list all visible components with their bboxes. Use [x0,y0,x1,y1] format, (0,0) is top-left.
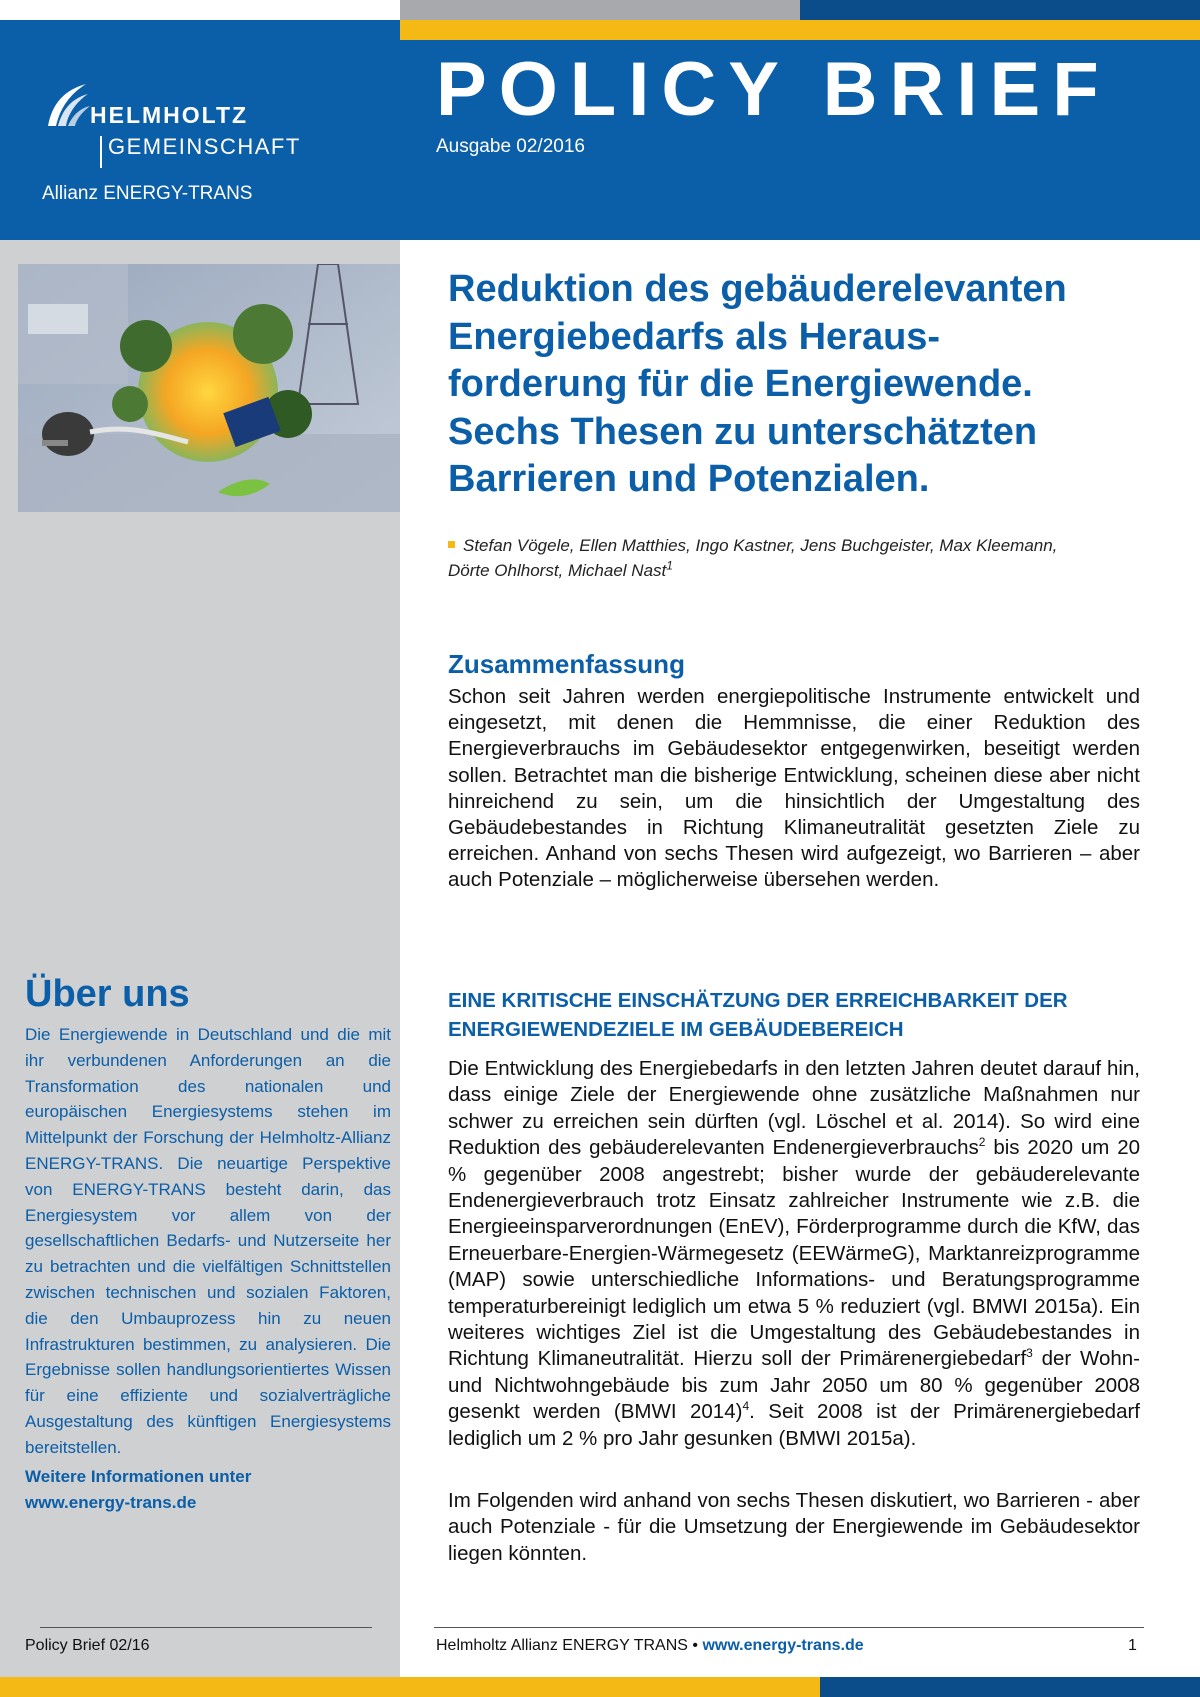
section-heading-line1: EINE KRITISCHE EINSCHÄTZUNG DER ERREICHBARKEIT DER [448,989,1068,1012]
author-bullet-icon [448,541,455,548]
footer-publisher-text: Helmholtz Allianz ENERGY TRANS • [436,1637,703,1654]
p1-part-c: der Wohn- und Nichtwohngebäude bis zum Jahr 2050 um 80 % gegenüber 2008 gesenkt werden (BMWI 2014) [448,1347,1141,1424]
about-heading: Über uns [25,973,190,1015]
about-text: Die Energiewende in Deutschland und die mit ihr verbundenen Anforderungen an die Transformation des nationalen und europäischen Energiesystems stehen im Mittelpunkt der Forschung der Helmholtz-Allianz ENERGY-TRANS. Die neuartige Perspektive von ENERGY-TRANS besteht darin, das Energiesystem vor allem von der gesellschaftlichen Bedarfs- und Nutzerseite her zu betrachten und die vielfältigen Schnittstellen zwischen technischen und sozialen Faktoren, die den Umbauprozess hin zu neuen Infrastrukturen bestimmen, zu analysieren. Die Ergebnisse sollen handlungsorientiertes Wissen für eine effiziente und sozialverträgliche Ausgestaltung des künftigen Energiesystems bereitstellen. [25,1025,391,1457]
more-info-label: Weitere Informationen unter [25,1467,252,1486]
title-line: Energiebedarfs als Heraus- [448,315,941,358]
more-info-link[interactable]: www.energy-trans.de [25,1493,197,1512]
authors-line2: Dörte Ohlhorst, Michael Nast [448,561,667,580]
logo-name-line1: HELMHOLTZ [90,102,249,128]
p1-part-a: Die Entwicklung des Energiebedarfs in den letzten Jahren deutet darauf hin, dass einige Ziele der Energiewende ohne zusätzliche Maßnahmen nur schwer zu erreichen sein dürften (vgl. Löschel et al. 2014). So wird eine Reduktion des gebäuderelevanten Endenergieverbrauchs [448,1057,1140,1160]
p1-part-b: bis 2020 um 20 % gegenüber 2008 angestrebt; bisher wurde der gebäuderelevante Endenergieverbrauch trotz Einsatz zahlreicher Instrumente wie z.B. die Energieeinsparverordnungen (EnEV), Förderprogramme durch die KfW, das Erneuerbare-Energien-Wärmegesetz (EEWärmeG), Marktanreizprogramme (MAP) sowie unterschiedliche Informations- und Beratungsprogramme temperaturbereinigt lediglich um etwa 5 % reduziert (vgl. BMWI 2015a). Ein weiteres wichtiges Ziel ist die Umgestaltung des Gebäudebestandes in Richtung Klimaneutralität. Hierzu soll der Primärenergiebedarf [448,1136,1140,1371]
energy-globe-collage-image [18,264,400,512]
helmholtz-logo-icon [42,82,90,132]
title-line: Barrieren und Potenzialen. [448,458,930,500]
body-paragraph-1 [448,1056,1140,1452]
title-line: Reduktion des gebäuderelevanten [448,268,1067,310]
title-line: Sechs Thesen zu unterschätzten [448,410,1038,453]
footnote-4: 4 [742,1399,750,1414]
footer-rule-right [434,1627,1144,1628]
logo-separator [100,136,102,168]
issue-number: Ausgabe 02/2016 [436,136,585,157]
footer-issue: Policy Brief 02/16 [25,1637,150,1654]
page-number: 1 [1128,1637,1137,1654]
footnote-2: 2 [978,1135,986,1150]
authors-line1: Stefan Vögele, Ellen Matthies, Ingo Kastner, Jens Buchgeister, Max Kleemann, [463,536,1058,555]
author-list [448,533,1148,583]
section-heading-line2: ENERGIEWENDEZIELE IM GEBÄUDEBEREICH [448,1018,904,1041]
bottom-bar-navy [820,1677,1200,1697]
summary-heading: Zusammenfassung [448,649,685,679]
top-bar-blue [0,20,400,40]
footer-rule-left [40,1627,372,1628]
top-bar-yellow [400,20,1200,40]
author-footnote: 1 [666,558,673,573]
footnote-3: 3 [1026,1346,1033,1361]
footer-website-link[interactable]: www.energy-trans.de [702,1637,864,1654]
summary-text: Schon seit Jahren werden energiepolitische Instrumente entwickelt und eingesetzt, mit denen die Hemmnisse, die einer Reduktion des Energieverbrauchs im Gebäudesektor entgegenwirken, beseitigt werden sollen. Betrachtet man die bisherige Entwicklung, scheinen diese aber nicht hinreichend zu sein, um die hinsichtlich der Umgestaltung des Gebäudebestandes in Richtung Klimaneutralität gesetzten Ziele zu erreichen. Anhand von sechs Thesen wird aufgezeigt, wo Barrieren – aber auch Potenziale – möglicherweise übersehen werden. [448,685,1140,892]
logo-alliance-name: Allianz ENERGY-TRANS [42,183,253,204]
p1-part-d: . Seit 2008 ist der Primärenergiebedarf lediglich um 2 % pro Jahr gesunken (BMWI 2015a). [448,1400,1140,1450]
brief-title [448,266,1168,504]
body-paragraph-2: Im Folgenden wird anhand von sechs Thesen diskutiert, wo Barrieren - aber auch Potenziale - für die Umsetzung der Energiewende im Gebäudesektor liegen könnten. [448,1489,1140,1565]
title-line: forderung für die Energiewende. [448,363,1033,405]
logo-name-line2: GEMEINSCHAFT [108,134,301,159]
document-type-title: POLICY BRIEF [436,47,1111,132]
footer-publisher [436,1637,864,1655]
bottom-bar-yellow [0,1677,820,1697]
section-heading [448,986,1168,1044]
